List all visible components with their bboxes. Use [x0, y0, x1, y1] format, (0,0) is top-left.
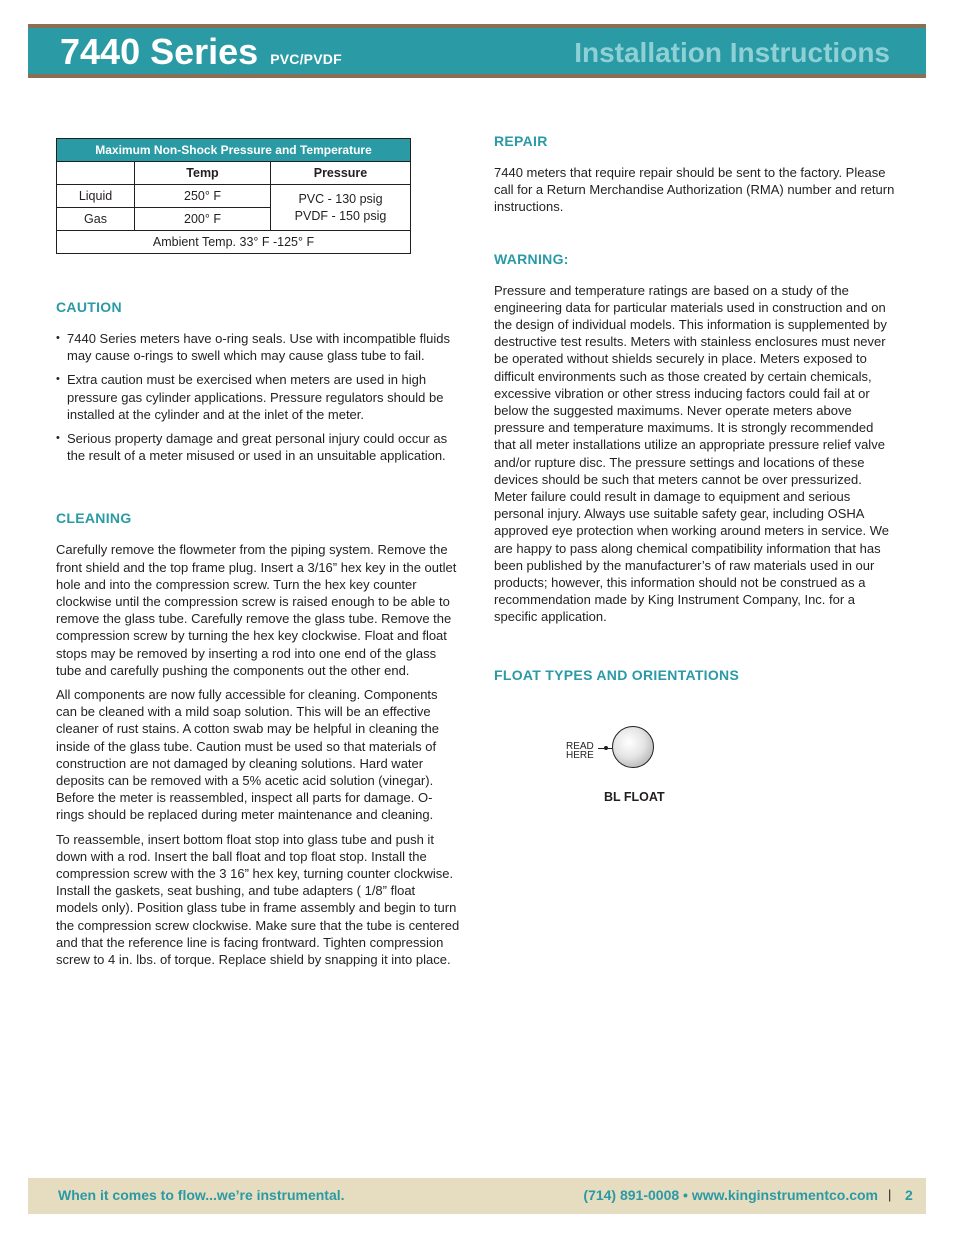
spec-table-pressure-header: Pressure: [271, 162, 411, 185]
caution-item: • 7440 Series meters have o-ring seals. Use with incompatible fluids may cause o-rings to swell which may cause glass tube to fail.: [56, 330, 460, 364]
read-label-line1: READ: [566, 740, 594, 752]
float-caption: BL FLOAT: [604, 789, 665, 804]
ball-float-icon: [612, 726, 654, 768]
spec-pressure-pvdf: PVDF - 150 psig: [294, 208, 387, 223]
read-here-label: [566, 742, 594, 761]
caution-item: • Serious property damage and great personal injury could occur as the result of a meter misused or used in an unsuitable application.: [56, 430, 460, 464]
spec-pressure-cell: [271, 185, 411, 231]
cleaning-paragraph: Carefully remove the flowmeter from the piping system. Remove the front shield and the top frame plug. Insert a 3/16” hex key in the outlet hole and into the compression screw. Turn the hex key counter clockwise until the compression screw is raised enough to be able to remove the glass tube. Carefully remove the glass tube. Remove the compression screw by turning the hex key clockwise. Float and float stops may be removed by inserting a rod into one end of the glass tube and carefully pushing the components out the other end.: [56, 542, 457, 678]
spec-row-gas-temp: 200° F: [135, 208, 271, 231]
footer-contact: (714) 891-0008 • www.kinginstrumentco.com: [583, 1187, 878, 1203]
cleaning-paragraph: All components are now fully accessible for cleaning. Components can be cleaned with a mild soap solution. This will be an effective cleaner of rust stains. A cotton swab may be helpful in cleaning the inside of the glass tube. Caution must be used so that materials of construction are not damaged by cleaning solutions. Hard water deposits can be removed with a 5% acetic acid solution (vinegar). Before the meter is reassembled, inspect all parts for damage. O-rings should be replaced during meter maintenance and cleaning.: [56, 687, 440, 823]
caution-list: [56, 330, 460, 464]
spec-row-gas-label: Gas: [57, 208, 135, 231]
caution-heading: CAUTION: [56, 299, 122, 315]
warning-text: Pressure and temperature ratings are based on a study of the engineering data for particular materials used in construction and on the design of individual models. This information is supplemented by destructive test results. Meters with stainless enclosures must never be operated without shields securely in place. Meters exposed to difficult environments such as those created by certain chemicals, excessive vibration or other stress inducing factors could fail at or below the suggested maximums. Never operate meters above pressure and temperature maximums. It is strongly recommended that all meter installations utilize an appropriate pressure relief valve and/or rupture disc. The pressure settings and locations of these devices should be such that meters cannot be over pressurized. Meter failure could result in damage to equipment and serious personal injury. Always use suitable safety gear, including OSHA approved eye protection when working around meters in service. We are happy to pass along chemical compatibility information that has been published by the manufacturer’s of raw materials used in our products; however, this information should not be construed as a recommendation made by King Instrument Company, Inc. for a specific application.: [494, 282, 890, 625]
series-subtitle: PVC/PVDF: [270, 51, 342, 67]
spec-row-liquid-label: Liquid: [57, 185, 135, 208]
document-title: Installation Instructions: [574, 37, 890, 68]
series-title-text: 7440 Series: [60, 31, 259, 72]
spec-table-temp-header: Temp: [135, 162, 271, 185]
spec-row-liquid-temp: 250° F: [135, 185, 271, 208]
spec-pressure-pvc: PVC - 130 psig: [298, 191, 383, 206]
right-column: [494, 132, 898, 824]
left-column: [56, 138, 460, 968]
cleaning-paragraph: To reassemble, insert bottom float stop into glass tube and push it down with a rod. Insert the ball float and top float stop. Install the compression screw with the 3 16” hex key, turning counter clockwise. Install the gaskets, seat bushing, and tube adapters ( 1/8” float models only). Position glass tube in frame assembly and begin to turn the compression screw clockwise. Make sure that the tube is centered and that the reference line is facing frontward. Tighten compression screw to 4 in. lbs. of torque. Replace shield by snapping it into place.: [56, 831, 460, 968]
spec-table: [56, 138, 411, 254]
spec-table-blank-header: [57, 162, 135, 185]
read-pointer-dot: [604, 746, 608, 750]
warning-heading: WARNING:: [494, 250, 569, 267]
caution-item: • Extra caution must be exercised when meters are used in high pressure gas cylinder applications. Pressure regulators should be installed at the cylinder and at the inlet of the meter.: [56, 371, 460, 423]
spec-ambient: Ambient Temp. 33° F -125° F: [57, 231, 411, 254]
repair-text: 7440 meters that require repair should be sent to the factory. Please call for a Return Merchandise Authorization (RMA) number and return instructions.: [494, 165, 895, 215]
cleaning-heading: CLEANING: [56, 510, 132, 527]
float-diagram: [494, 684, 898, 824]
footer-slogan: When it comes to flow...we’re instrumental.: [58, 1187, 345, 1203]
page-number: 2: [905, 1187, 913, 1203]
footer-separator: |: [888, 1187, 892, 1202]
series-title: [60, 30, 342, 81]
float-types-heading: FLOAT TYPES AND ORIENTATIONS: [494, 666, 740, 683]
spec-table-caption: Maximum Non-Shock Pressure and Temperature: [57, 139, 411, 162]
read-label-line2: HERE: [566, 750, 594, 762]
repair-heading: REPAIR: [494, 133, 548, 149]
